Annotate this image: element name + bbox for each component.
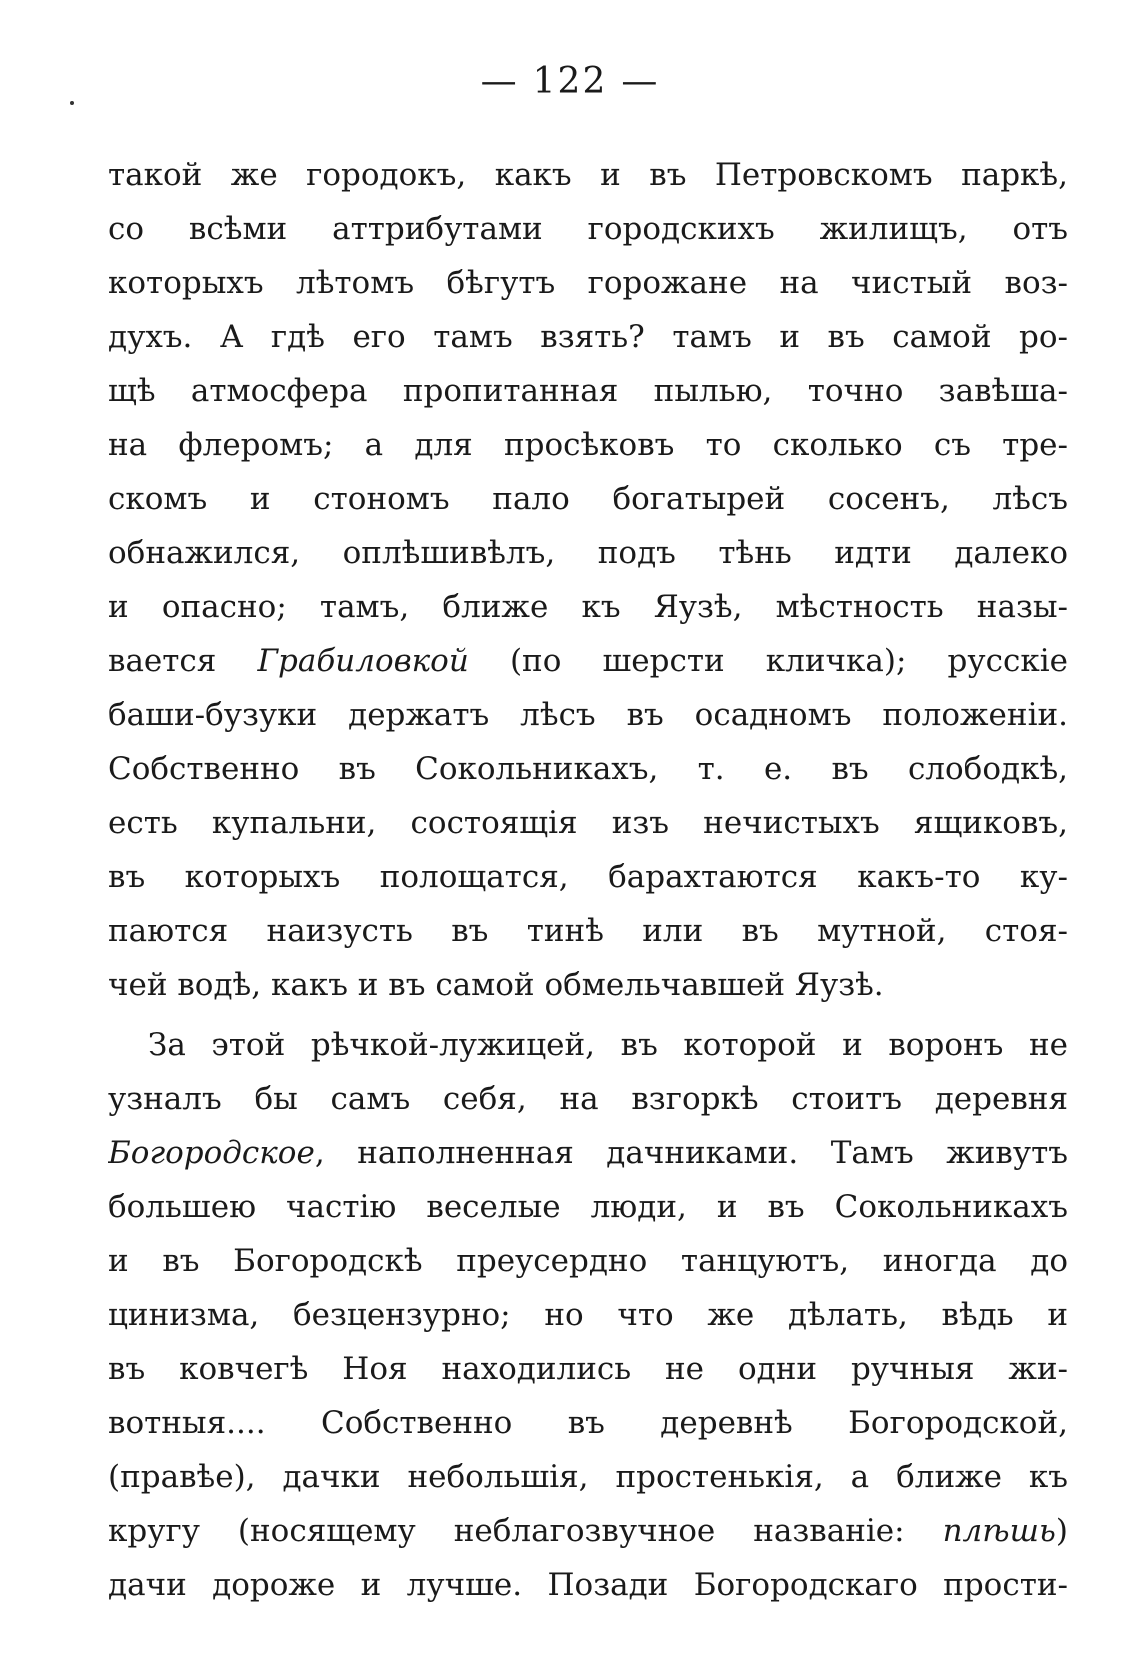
text-segment: (по шерсти кличка); русскіе — [468, 643, 1068, 679]
text-line — [108, 1450, 1068, 1504]
text-segment: щѣ атмосфера пропитанная пылью, точно завѣша- — [108, 373, 1068, 409]
text-line — [108, 1558, 1068, 1612]
text-segment: цинизма, безцензурно; но что же дѣлать, вѣдь и — [108, 1297, 1068, 1333]
text-line — [108, 1234, 1068, 1288]
text-segment: ) — [1055, 1513, 1068, 1549]
page-number: 122 — [532, 61, 608, 102]
text-line — [108, 1504, 1068, 1558]
text-segment: на флеромъ; а для просѣковъ то сколько съ тре- — [108, 427, 1068, 463]
text-segment: баши-бузуки держатъ лѣсъ въ осадномъ положеніи. — [108, 697, 1068, 733]
text-segment: со всѣми аттрибутами городскихъ жилищъ, отъ — [108, 211, 1068, 247]
text-segment: узналъ бы самъ себя, на взгоркѣ стоитъ деревня — [108, 1081, 1068, 1117]
text-segment: , наполненная дачниками. Тамъ живутъ — [314, 1135, 1068, 1171]
text-segment: За этой рѣчкой-лужицей, въ которой и воронъ не — [148, 1027, 1068, 1063]
text-segment: въ ковчегѣ Ноя находились не одни ручныя жи- — [108, 1351, 1068, 1387]
text-segment: вается — [108, 643, 258, 679]
text-line — [108, 148, 1068, 202]
text-line — [108, 1180, 1068, 1234]
italic-term: Богородское — [108, 1135, 315, 1171]
text-segment: паются наизусть въ тинѣ или въ мутной, стоя- — [108, 913, 1068, 949]
text-line — [108, 1126, 1068, 1180]
text-line — [108, 1342, 1068, 1396]
page-number-dash-left: — — [480, 61, 519, 102]
text-line — [108, 1288, 1068, 1342]
page-number-dash-right: — — [621, 61, 660, 102]
text-line — [108, 796, 1068, 850]
text-segment: и въ Богородскѣ преусердно танцуютъ, иногда до — [108, 1243, 1068, 1279]
text-line — [108, 688, 1068, 742]
text-line — [108, 202, 1068, 256]
page-number-header — [0, 58, 1140, 106]
text-segment: кругу (носящему неблагозвучное названіе: — [108, 1513, 943, 1549]
body-text — [108, 148, 1068, 1612]
text-line — [108, 472, 1068, 526]
text-segment: (правѣе), дачки небольшія, простенькія, а ближе къ — [108, 1459, 1068, 1495]
text-line — [108, 1396, 1068, 1450]
text-line — [108, 634, 1068, 688]
text-segment: и опасно; тамъ, ближе къ Яузѣ, мѣстность назы- — [108, 589, 1068, 625]
text-segment: Собственно въ Сокольникахъ, т. е. въ слободкѣ, — [108, 751, 1068, 787]
text-segment: вотныя.... Собственно въ деревнѣ Богородской, — [108, 1405, 1068, 1441]
text-line — [108, 1018, 1068, 1072]
text-line — [108, 958, 1068, 1012]
text-segment: чей водѣ, какъ и въ самой обмельчавшей Яузѣ. — [108, 967, 884, 1003]
text-segment: дачи дороже и лучше. Позади Богородскаго прости- — [108, 1567, 1068, 1603]
text-segment: такой же городокъ, какъ и въ Петровскомъ паркѣ, — [108, 157, 1068, 193]
italic-term: Грабиловкой — [257, 643, 469, 679]
text-line — [108, 310, 1068, 364]
text-line — [108, 418, 1068, 472]
text-line — [108, 364, 1068, 418]
text-line — [108, 256, 1068, 310]
text-segment: обнажился, оплѣшивѣлъ, подъ тѣнь идти далеко — [108, 535, 1068, 571]
text-line — [108, 580, 1068, 634]
text-segment: есть купальни, состоящія изъ нечистыхъ ящиковъ, — [108, 805, 1068, 841]
text-line — [108, 526, 1068, 580]
text-segment: которыхъ лѣтомъ бѣгутъ горожане на чистый воз- — [108, 265, 1068, 301]
text-line — [108, 742, 1068, 796]
text-segment: скомъ и стономъ пало богатырей сосенъ, лѣсъ — [108, 481, 1068, 517]
text-segment: въ которыхъ полощатся, барахтаются какъ-то ку- — [108, 859, 1068, 895]
text-line — [108, 904, 1068, 958]
text-segment: духъ. А гдѣ его тамъ взять? тамъ и въ самой ро- — [108, 319, 1068, 355]
text-line — [108, 1072, 1068, 1126]
text-line — [108, 850, 1068, 904]
italic-term: плѣшь — [942, 1513, 1056, 1549]
text-segment: большею частію веселые люди, и въ Сокольникахъ — [108, 1189, 1068, 1225]
